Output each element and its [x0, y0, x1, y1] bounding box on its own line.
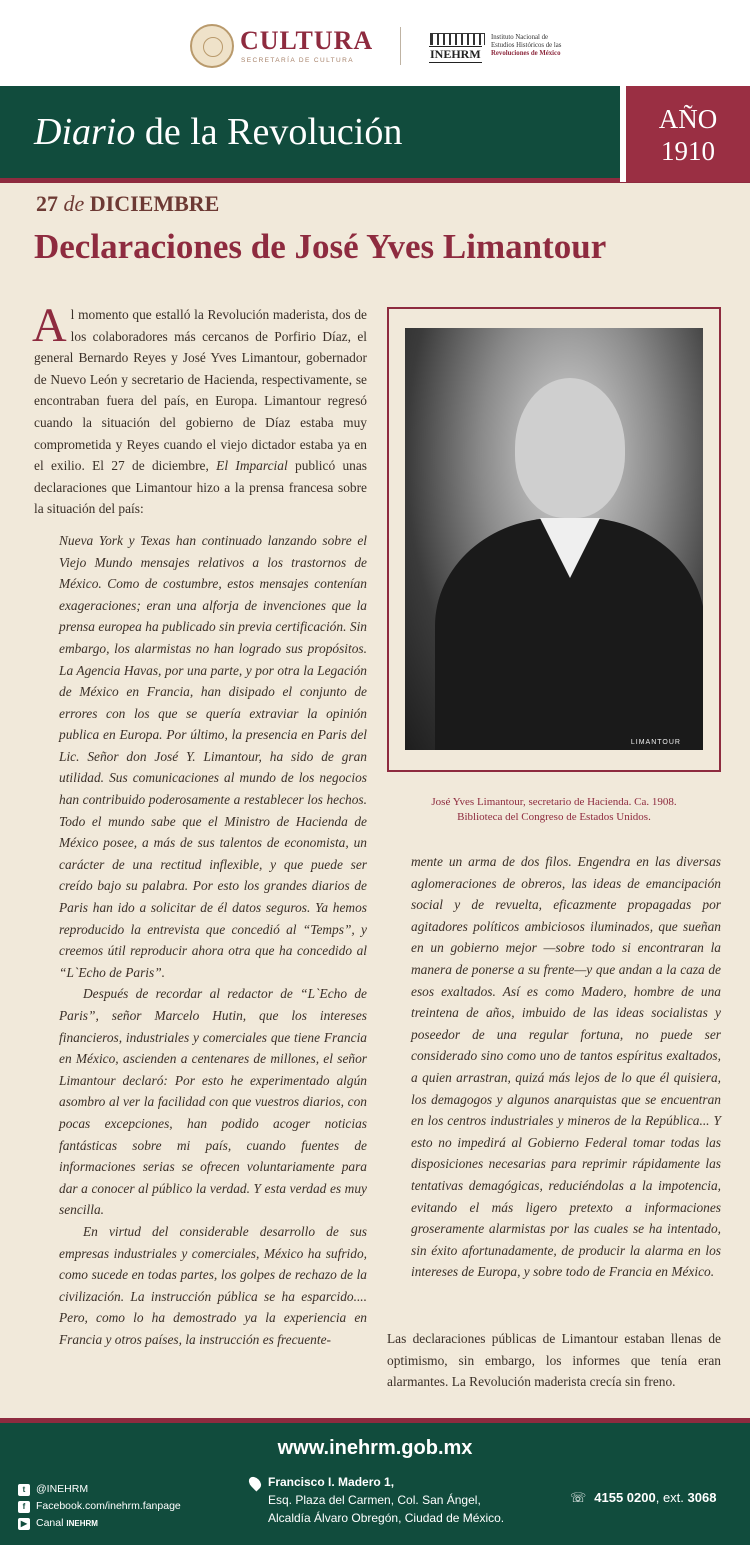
inehrm-logo: INEHRM — [430, 47, 481, 61]
cultura-subtitle: SECRETARÍA DE CULTURA — [241, 57, 354, 64]
year-label: AÑO — [658, 104, 718, 134]
closing-paragraph: Las declaraciones públicas de Limantour estaban llenas de optimismo, sin embargo, los informes que tenía eran alarmantes. La Revolución maderista crecía sin freno. — [387, 1331, 721, 1390]
twitter-handle: @INEHRM — [36, 1483, 89, 1495]
inehrm-line1: Instituto Nacional de — [491, 34, 549, 41]
caption-line1: José Yves Limantour, secretario de Hacienda. Ca. 1908. — [431, 796, 677, 808]
left-column — [32, 299, 368, 1351]
year-box — [620, 86, 750, 182]
inehrm-line2: Estudios Históricos de las — [491, 42, 562, 49]
youtube-prefix: Canal — [36, 1517, 64, 1529]
twitter-link[interactable] — [18, 1481, 181, 1498]
intro-end: publicó unas declaraciones que Limantour hizo a la prensa francesa sobre la situación del país: — [34, 458, 368, 517]
page-title — [34, 110, 402, 154]
photo-figure-head — [515, 378, 625, 518]
intro-paragraph — [32, 299, 368, 520]
intro-text: l momento que estalló la Revolución maderista, dos de los colaboradores más cercanos de Porfirio Díaz, el general Bernardo Reyes y José Yves Limantour, gobernador de Nuevo León y secretario de Hacienda, respectivamente, se encontraban fuera del país, en Europa. Limantour regresó cuando la situación del gobierno de Díaz estaba muy comprometida y Reyes cuando el viejo dictador estaba ya en el exilio. El 27 de diciembre, — [34, 307, 367, 474]
seal-icon — [190, 24, 234, 68]
youtube-link[interactable] — [18, 1515, 181, 1532]
phone-main: 4155 0200 — [594, 1490, 656, 1505]
logo-bar — [0, 0, 750, 86]
date-month: DICIEMBRE — [89, 191, 220, 216]
caption-line2: Biblioteca del Congreso de Estados Unidos. — [457, 811, 651, 823]
article-headline: Declaraciones de José Yves Limantour — [34, 227, 607, 266]
cultura-logo: CULTURA — [240, 26, 374, 55]
social-links — [18, 1481, 181, 1532]
inehrm-building-icon — [430, 33, 485, 45]
phone-icon: ☏ — [570, 1490, 587, 1505]
phone-ext: 3068 — [687, 1490, 717, 1505]
facebook-link[interactable] — [18, 1498, 181, 1515]
drop-cap: A — [32, 299, 67, 352]
twitter-icon: t — [18, 1484, 30, 1496]
quote-paragraph-2: Después de recordar al redactor de “L`Echo de Paris”, señor Marcelo Hutin, que los intereses financieros, industriales y comerciales que tiene Francia en México, ascienden a centenares de millones, el señor Limantour declaró: Por esto he experimentado algún asombro al ver la facilidad con que vuestros diarios, con pocas excepciones, han podido acoger noticias fantásticas sobre mi país, cuando fuentes de informaciones serias se ofrecen voluntariamente para dar a conocer al público la verdad. Y esta verdad es muy sencilla. — [59, 986, 367, 1218]
intro-newspaper: El Imparcial — [216, 458, 288, 474]
phone-number[interactable] — [570, 1490, 716, 1506]
address — [250, 1473, 504, 1527]
quote-block — [34, 530, 367, 1351]
address-line2: Esq. Plaza del Carmen, Col. San Ángel, — [268, 1493, 481, 1507]
facebook-icon: f — [18, 1501, 30, 1513]
address-street: Francisco I. Madero 1, — [268, 1475, 395, 1489]
date-de: de — [63, 191, 85, 216]
quote-paragraph-1: Nueva York y Texas han continuado lanzando sobre el Viejo Mundo mensajes relativos a los trastornos de México. Como de costumbre, estos mensajes contenían exageraciones; eran una alforja de invenciones que la prensa europea ha publicado sin previa certificación. Sin embargo, los alarmistas no han logrado sus propósitos. La Agencia Havas, por una parte, y por otra la Legación de México en Francia, han disipado el conjunto de errores con los que se quería extraviar la opinión publica en Europa. Por último, la presencia en Paris del Lic. Señor don José Y. Limantour, ha sido de gran utilidad. Sus comunicaciones al mundo de los negocios han contribuido poderosamente a restablecer los hechos. Todo el mundo sabe que el Ministro de Hacienda de México posee, a más de sus talentos de economista, un carácter de una rectitud inflexible, y que puede ser creído bajo su palabra. Por esto los grandes diarios de Paris han ido a solicitar de él datos seguros. Ya hemos reproducido la entrevista que concedió al “Temps”, y creemos útil reproducir ahora otra que ha concedido al “L`Echo de Paris”. — [59, 532, 367, 980]
title-italic: Diario — [34, 111, 136, 153]
limantour-photo — [405, 328, 703, 750]
phone-ext-label: , ext. — [655, 1490, 684, 1505]
quote-paragraph-3: En virtud del considerable desarrollo de sus empresas industriales y comerciales, México ha sufrido, como sucede en todas partes, los golpes de rechazo de la civilización. La instrucción pública se ha esparcido.... Pero, como lo ha demostrado ya la experiencia en Francia y otros países, la instrucción es frecuente- — [59, 1223, 367, 1347]
youtube-name: INEHRM — [66, 1519, 98, 1528]
youtube-icon: ▶ — [18, 1518, 30, 1530]
quote-continuation: mente un arma de dos filos. Engendra en las diversas aglomeraciones de obreros, las ideas de emancipación social y de revuelta, eficazmente propagadas por agitadores políticos ambiciosos iluminados, que sueñan en un gobierno mejor —sobre todo si encontraran la manera de ponerse a su frente—y que andan a la caza de esos exaltados. Así es como Madero, hombre de una treintena de años, imbuido de las ideas socialistas y poseedor de una regular fortuna, no puede ser considerado sino como uno de tantos espíritus exaltados, a quien arrastran, quizá más lejos de lo que él quisiera, los demagogos y algunos anarquistas que se encuentran en los centros industriales y mineros de la República... Y esto no impedirá al Gobierno Federal tomar todas las disposiciones necesarias para reprimir rápidamente las tentativas demagógicas, reduciéndolas a la impotencia, evitando el más ligero pretexto a informaciones groseramente alarmistas por las cuales se ha intentado, sin éxito afortunadamente, de producir la alarma en los intereses de Europa, y sobre todo de Francia en México. — [411, 854, 721, 1280]
year-value: 1910 — [661, 136, 715, 166]
article-date — [36, 191, 219, 217]
photo-label: LIMANTOUR — [630, 739, 681, 746]
photo-caption — [387, 795, 721, 825]
website-link[interactable]: www.inehrm.gob.mx — [277, 1437, 473, 1459]
facebook-page: Facebook.com/inehrm.fanpage — [36, 1500, 181, 1512]
footer — [0, 1423, 750, 1545]
inehrm-name — [491, 34, 601, 58]
logo-divider — [400, 27, 401, 65]
inehrm-line3: Revoluciones de México — [491, 50, 561, 57]
address-line3: Alcaldía Álvaro Obregón, Ciudad de México. — [268, 1511, 505, 1525]
location-pin-icon — [247, 1475, 264, 1492]
date-day: 27 — [36, 191, 58, 216]
title-rest: de la Revolución — [135, 111, 403, 153]
